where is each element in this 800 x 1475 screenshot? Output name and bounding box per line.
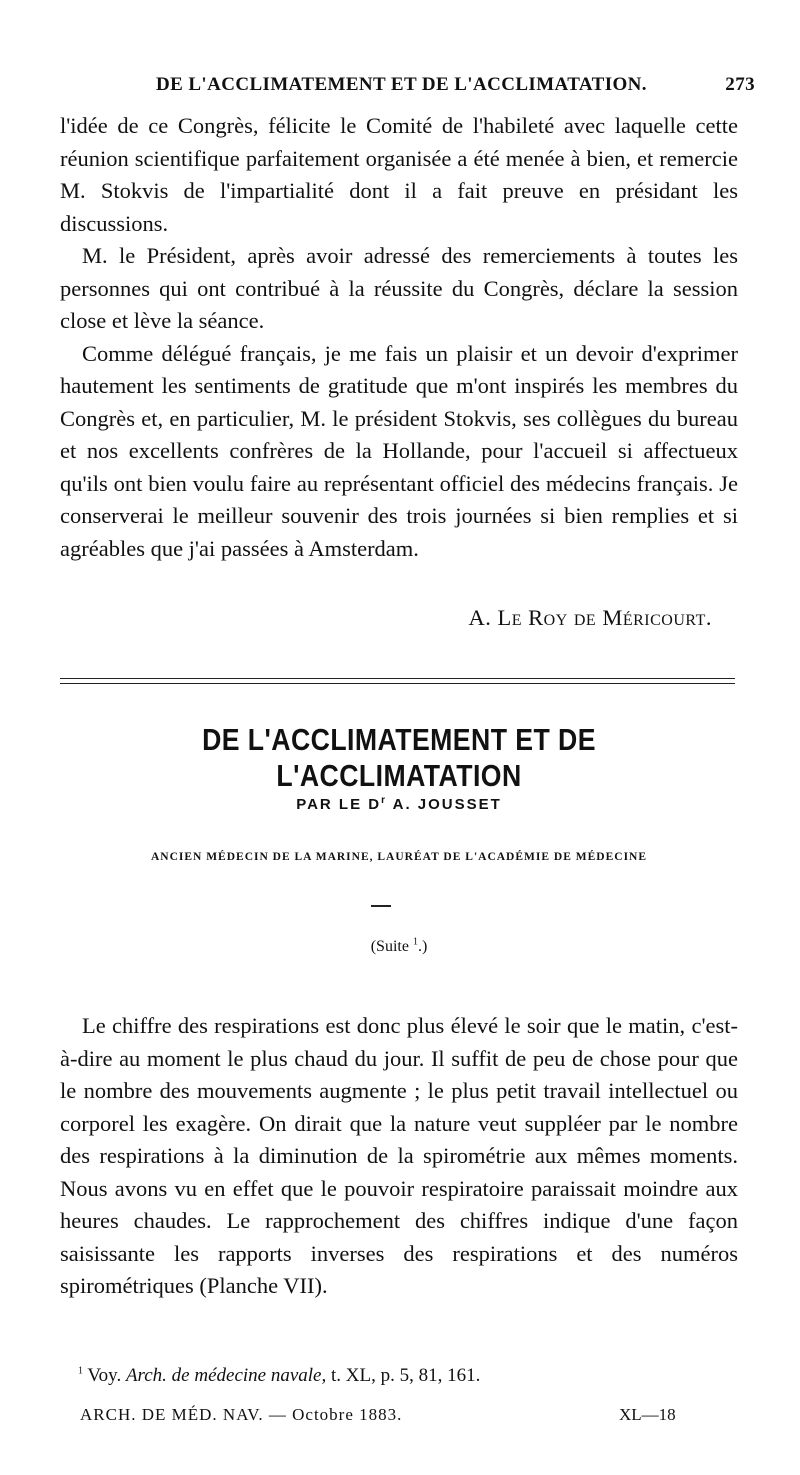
footnote-ref-text: t. XL, p. 5, 81, 161.	[326, 1365, 481, 1386]
footnote-marker: 1	[78, 1365, 83, 1377]
running-title: DE L'ACCLIMATEMENT ET DE L'ACCLIMATATION.	[156, 74, 647, 95]
paragraph: Le chiffre des respirations est donc plus élevé le soir que le matin, c'est-à-dire au moment le plus chaud du jour. Il suffit de peu de chose pour que le nombre des mouvements augmente ; le plus petit travail intellectuel ou corporel les exagère. On dirait que la nature veut suppléer par le nombre des respirations à la diminution de la spirométrie aux mêmes moments. Nous avons vu en effet que le pouvoir respiratoire paraissait moindre aux heures chaudes. Le rapprochement des chiffres indique d'une façon saisissante les rapports inverses des respirations et des numéros spirométriques (Planche VII).	[60, 1013, 738, 1298]
paragraph: l'idée de ce Congrès, félicite le Comité de l'habileté avec laquelle cette réunion scientifique parfaitement organisée a été menée à bien, et remercie M. Stokvis de l'impartialité dont il a fait preuve en présidant les discussions.	[60, 113, 738, 236]
byline-sup: r	[381, 795, 387, 806]
page-number: 273	[725, 74, 755, 95]
running-head	[60, 74, 755, 104]
article-title: DE L'ACCLIMATEMENT ET DE L'ACCLIMATATION	[202, 722, 596, 793]
journal-date: ARCH. DE MÉD. NAV. — Octobre 1883.	[80, 1405, 403, 1424]
section-divider	[60, 683, 735, 684]
closing-text	[60, 110, 738, 565]
footnote	[78, 1365, 480, 1387]
separator-dash	[371, 905, 391, 907]
suite-suffix: .)	[417, 938, 428, 955]
byline-prefix: PAR LE D	[296, 796, 382, 813]
author-affiliation: ANCIEN MÉDECIN DE LA MARINE, LAURÉAT DE L'ACADÉMIE DE MÉDECINE	[150, 851, 648, 863]
suite-prefix: (Suite	[370, 938, 413, 955]
signature-mark: XL—18	[619, 1405, 676, 1424]
footnote-ref: 1	[412, 936, 418, 948]
paragraph: Comme délégué français, je me fais un plaisir et un devoir d'exprimer hautement les sentiments de gratitude que m'ont inspirés les membres du Congrès et, en particulier, M. le président Stokvis, ses collègues du bureau et nos excellents confrères de la Hollande, pour l'accueil si affectueux qu'ils ont bien voulu faire au représentant officiel des médecins français. Je conserverai le meilleur souvenir des trois journées si bien remplies et si agréables que j'ai passées à Amsterdam.	[60, 340, 738, 561]
byline-author: A. JOUSSET	[387, 796, 502, 813]
footnote-journal: Arch. de médecine navale,	[125, 1365, 327, 1386]
byline	[60, 796, 738, 813]
author-signature: A. Le Roy de Méricourt.	[468, 605, 712, 630]
paragraph: M. le Président, après avoir adressé des remerciements à toutes les personnes qui ont contribué à la réussite du Congrès, déclare la session close et lève la séance.	[60, 243, 738, 333]
section-divider	[60, 678, 735, 679]
article-body	[60, 1010, 738, 1303]
continuation-note	[60, 938, 738, 956]
footnote-prefix: Voy.	[83, 1365, 126, 1386]
